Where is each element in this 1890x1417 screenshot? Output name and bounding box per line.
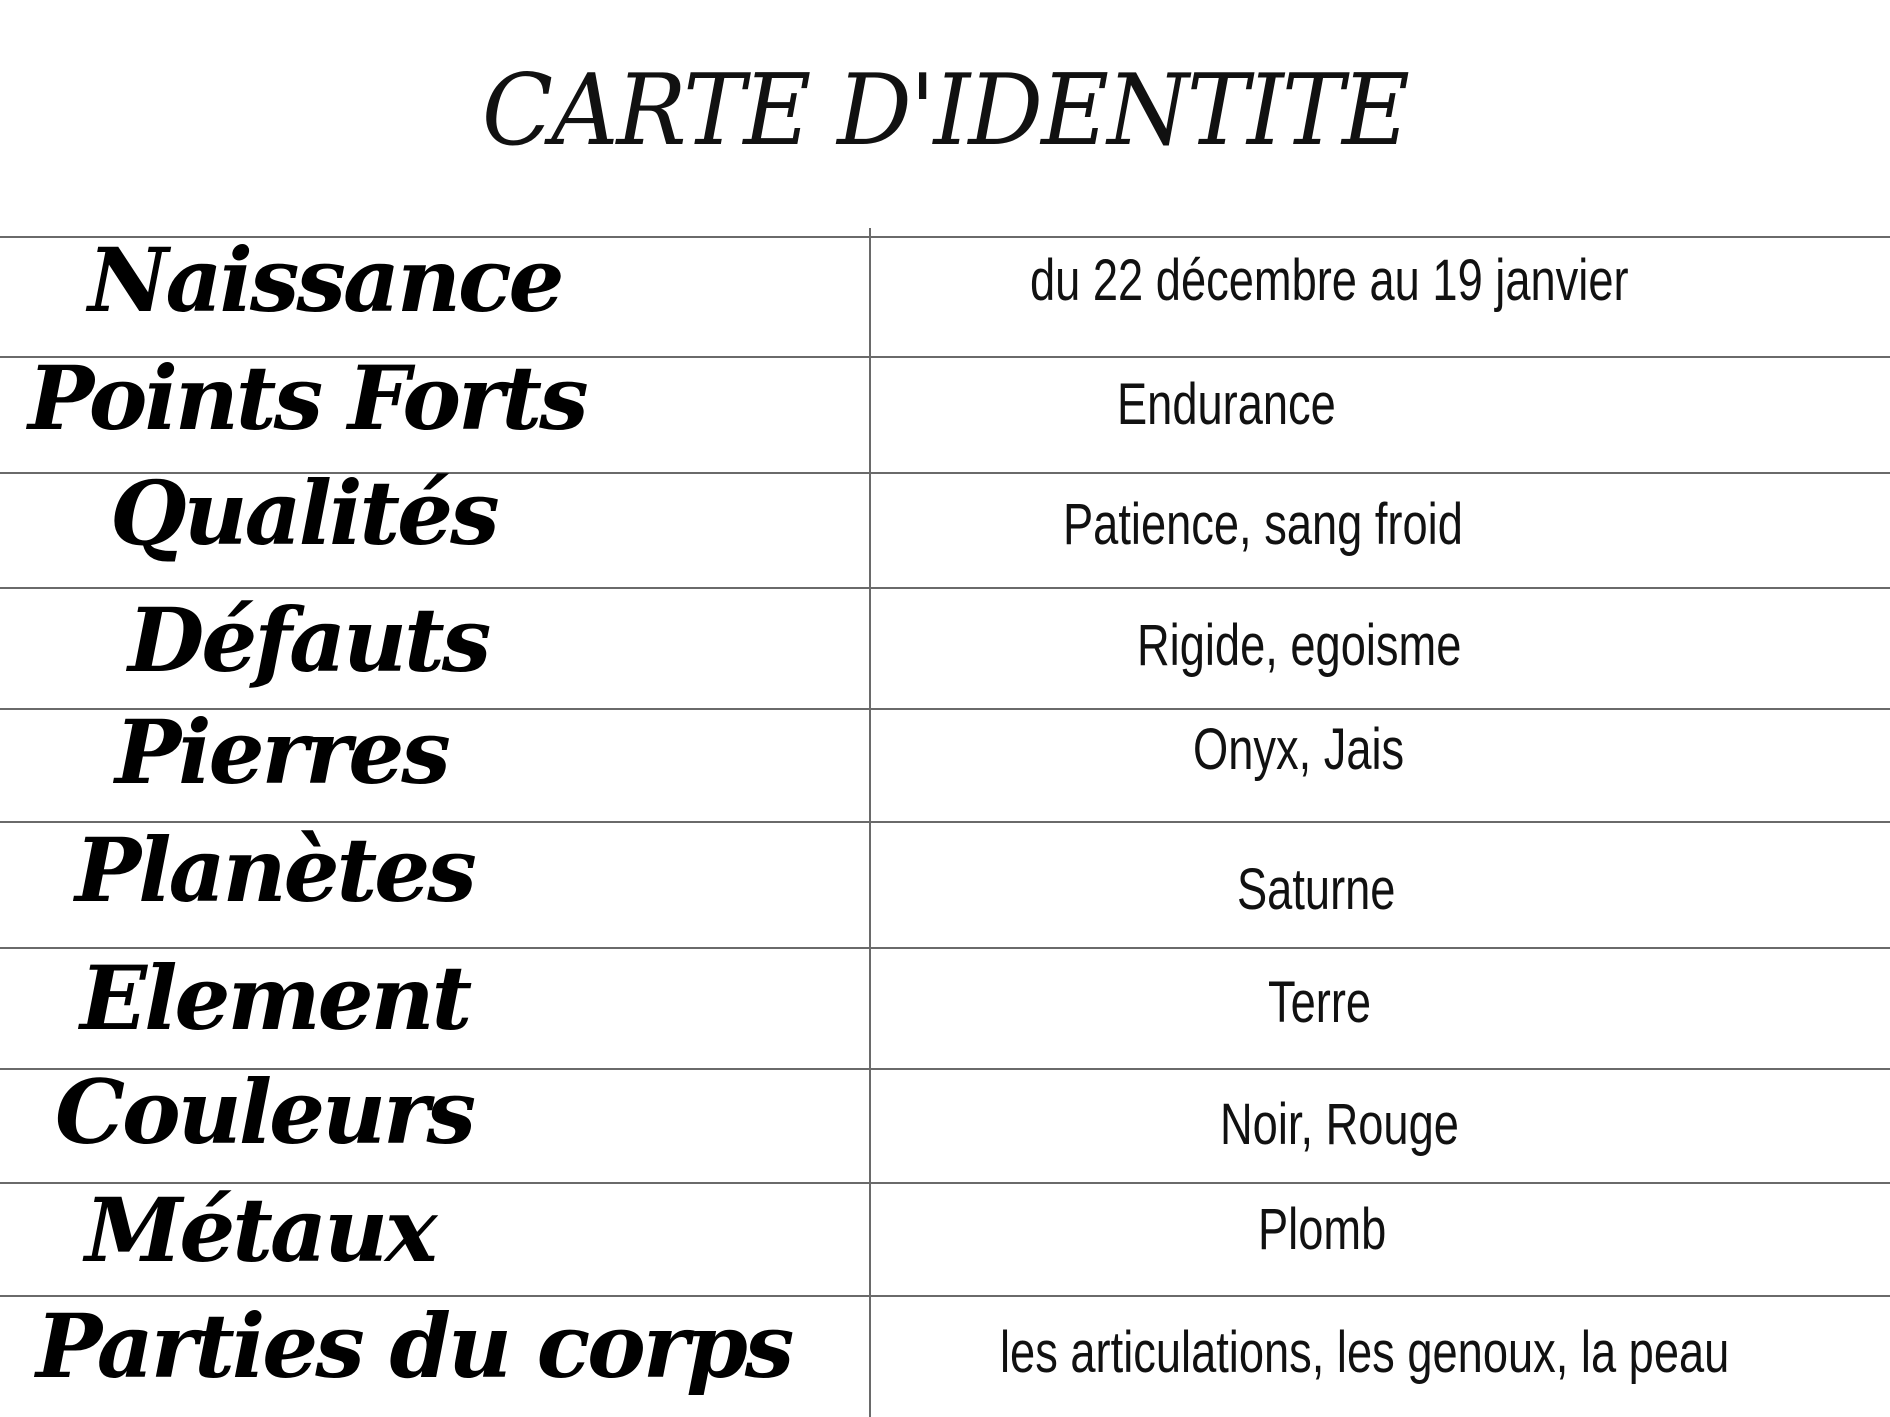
row-label-couleurs: Couleurs bbox=[55, 1060, 474, 1164]
row-label-pierres: Pierres bbox=[115, 700, 448, 804]
row-value-points-forts: Endurance bbox=[1117, 372, 1336, 437]
identity-table bbox=[0, 228, 1890, 1417]
page-title: CARTE D'IDENTITE bbox=[481, 54, 1409, 168]
row-value-defauts: Rigide, egoisme bbox=[1137, 613, 1462, 678]
row-value-metaux: Plomb bbox=[1258, 1197, 1387, 1262]
row-value-element: Terre bbox=[1268, 970, 1372, 1035]
row-label-defauts: Défauts bbox=[128, 588, 489, 692]
row-value-parties-du-corps: les articulations, les genoux, la peau bbox=[1000, 1320, 1730, 1385]
row-label-planetes: Planètes bbox=[75, 818, 474, 922]
row-label-element: Element bbox=[80, 946, 470, 1050]
row-label-naissance: Naissance bbox=[88, 228, 562, 332]
row-value-qualites: Patience, sang froid bbox=[1063, 492, 1463, 557]
row-label-points-forts: Points Forts bbox=[28, 346, 586, 450]
row-label-metaux: Métaux bbox=[85, 1178, 435, 1282]
row-value-pierres: Onyx, Jais bbox=[1193, 717, 1405, 782]
row-label-parties-du-corps: Parties du corps bbox=[36, 1294, 792, 1398]
row-value-couleurs: Noir, Rouge bbox=[1220, 1092, 1459, 1157]
row-label-qualites: Qualités bbox=[110, 461, 497, 565]
row-value-planetes: Saturne bbox=[1237, 857, 1396, 922]
row-value-naissance: du 22 décembre au 19 janvier bbox=[1030, 248, 1629, 313]
